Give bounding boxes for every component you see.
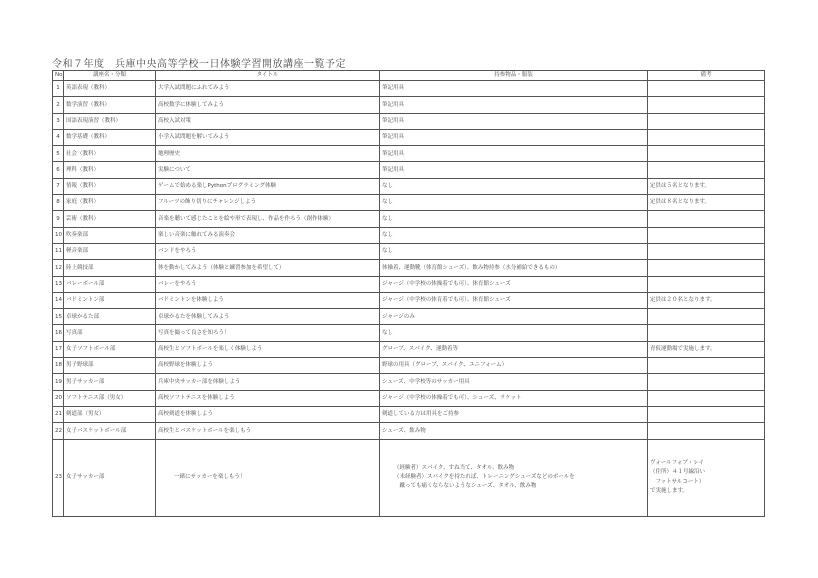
row-items: 筆記用具 xyxy=(380,162,648,178)
row-title: 高校剣道を体験しよう xyxy=(156,406,380,422)
row-course-name: 女子ソフトボール部 xyxy=(64,341,156,357)
row-note xyxy=(648,309,765,325)
row-title: 兵庫中央サッカー部を体験しよう xyxy=(156,374,380,390)
table-row xyxy=(53,162,765,178)
items-line: （経験者）スパイク、すね当て、タオル、飲み物 xyxy=(394,464,515,471)
table-row xyxy=(53,211,765,227)
row-no: 20 xyxy=(53,390,64,406)
table-row xyxy=(53,227,765,243)
row-no: 3 xyxy=(53,113,64,129)
row-note: 青仮運動場で実施します。 xyxy=(648,341,765,357)
row-course-name: 剣道部（男女） xyxy=(64,406,156,422)
note-line: で実施します。 xyxy=(650,487,689,494)
row-no: 10 xyxy=(53,227,64,243)
row-items: グローブ、スパイク、運動着等 xyxy=(380,341,648,357)
row-course-name: 女子バスケットボール部 xyxy=(64,423,156,439)
row-items: 筆記用具 xyxy=(380,81,648,97)
row-items: なし xyxy=(380,227,648,243)
row-note: 定員は２０名となります。 xyxy=(648,292,765,308)
table-row xyxy=(53,325,765,341)
course-table xyxy=(52,70,765,517)
row-title: 高校生とソフトボールを楽しく体験しよう xyxy=(156,341,380,357)
row-items: なし xyxy=(380,178,648,194)
row-no: 12 xyxy=(53,260,64,276)
row-title: バレーをやろう xyxy=(156,276,380,292)
row-no: 8 xyxy=(53,195,64,211)
row-no: 23 xyxy=(53,439,64,516)
table-row xyxy=(53,178,765,194)
note-line: ヴォールフォブ・レイ xyxy=(650,459,705,466)
row-no: 19 xyxy=(53,374,64,390)
row-course-name: 数学基礎（教科） xyxy=(64,129,156,145)
row-no: 7 xyxy=(53,178,64,194)
row-course-name: 男子サッカー部 xyxy=(64,374,156,390)
row-title: 卓球かるたを体験してみよう xyxy=(156,309,380,325)
row-course-name: 家庭（教科） xyxy=(64,195,156,211)
row-items: ジャージのみ xyxy=(380,309,648,325)
row-note: 定員は５名となります。 xyxy=(648,178,765,194)
row-note xyxy=(648,374,765,390)
row-no: 18 xyxy=(53,358,64,374)
table-row xyxy=(53,97,765,113)
row-note xyxy=(648,423,765,439)
row-items: 剣道している方は用具をご持参 xyxy=(380,406,648,422)
row-items: シューズ、飲み物 xyxy=(380,423,648,439)
row-course-name: 女子サッカー部 xyxy=(64,439,156,516)
row-no: 21 xyxy=(53,406,64,422)
row-no: 13 xyxy=(53,276,64,292)
row-note xyxy=(648,81,765,97)
table-row xyxy=(53,129,765,145)
row-note: 定員は８名となります。 xyxy=(648,195,765,211)
table-row xyxy=(53,406,765,422)
row-title: 高校数学に体験してみよう xyxy=(156,97,380,113)
row-title: フルーツの飾り切りにチャレンジしよう xyxy=(156,195,380,211)
header-notes: 備考 xyxy=(648,71,765,81)
row-course-name: 吹奏楽部 xyxy=(64,227,156,243)
table-row xyxy=(53,374,765,390)
row-items: なし xyxy=(380,195,648,211)
row-course-name: 芸術（教科） xyxy=(64,211,156,227)
row-items: ジャージ（中学校の体操着でも可）、体育館シューズ xyxy=(380,276,648,292)
table-row xyxy=(53,195,765,211)
row-no: 16 xyxy=(53,325,64,341)
row-note xyxy=(648,358,765,374)
table-row xyxy=(53,243,765,259)
row-course-name: 男子野球部 xyxy=(64,358,156,374)
row-no: 17 xyxy=(53,341,64,357)
table-row xyxy=(53,276,765,292)
row-title: 地理歴史 xyxy=(156,146,380,162)
row-note xyxy=(648,129,765,145)
row-title: 高校野球を体験しよう xyxy=(156,358,380,374)
row-course-name: 理科（教科） xyxy=(64,162,156,178)
row-items: 筆記用具 xyxy=(380,129,648,145)
row-course-name: 写真部 xyxy=(64,325,156,341)
row-title: 高校生とバスケットボールを楽しもう xyxy=(156,423,380,439)
row-items: なし xyxy=(380,325,648,341)
row-note xyxy=(648,260,765,276)
row-title: 実験について xyxy=(156,162,380,178)
row-no: 22 xyxy=(53,423,64,439)
row-course-name: 国語表現演習（教科） xyxy=(64,113,156,129)
row-note xyxy=(648,325,765,341)
row-no: 5 xyxy=(53,146,64,162)
row-items: 野球の用具（グローブ、スパイク、ユニフォーム） xyxy=(380,358,648,374)
table-row xyxy=(53,439,765,516)
row-course-name: 軽音楽部 xyxy=(64,243,156,259)
row-note xyxy=(648,439,765,516)
row-title: 写真を撮って良さを知ろう！ xyxy=(156,325,380,341)
row-note xyxy=(648,146,765,162)
row-note xyxy=(648,162,765,178)
row-no: 9 xyxy=(53,211,64,227)
table-row xyxy=(53,260,765,276)
row-title: 高校ソフトテニスを体験しよう xyxy=(156,390,380,406)
row-note xyxy=(648,211,765,227)
row-course-name: ソフトテニス部（男女） xyxy=(64,390,156,406)
row-note xyxy=(648,113,765,129)
row-title: 小学入試問題を解いてみよう xyxy=(156,129,380,145)
document-title: 令和７年度 兵庫中央高等学校一日体験学習開放講座一覧予定 xyxy=(52,59,346,70)
row-no: 1 xyxy=(53,81,64,97)
row-no: 2 xyxy=(53,97,64,113)
row-title: 楽しい音楽に触れてみる演奏会 xyxy=(156,227,380,243)
row-note xyxy=(648,390,765,406)
row-course-name: 英語表現（教科） xyxy=(64,81,156,97)
row-course-name: 社会（教科） xyxy=(64,146,156,162)
items-line: 蹴っても痛くならないようなシューズ、タオル、飲み物 xyxy=(394,483,537,490)
row-no: 6 xyxy=(53,162,64,178)
row-items: 筆記用具 xyxy=(380,97,648,113)
table-row xyxy=(53,146,765,162)
items-line: （未経験者）スパイクを持たれば、トレーニングシューズなどのボールを xyxy=(394,473,575,480)
row-title: ゲームで始める楽しPythonプログラミング体験 xyxy=(156,178,380,194)
row-no: 4 xyxy=(53,129,64,145)
header-no: No xyxy=(53,71,64,81)
table-row xyxy=(53,390,765,406)
row-title: 大学入試問題にふれてみよう xyxy=(156,81,380,97)
header-course-name: 講座名・分類 xyxy=(64,71,156,81)
row-title: バドミントンを体験しよう xyxy=(156,292,380,308)
row-title: 音楽を聴いて感じたことを絵や形で表現し、作品を作ろう（創作体験） xyxy=(156,211,380,227)
row-no: 15 xyxy=(53,309,64,325)
row-items: ジャージ（中学校の体操着でも可）、シューズ、ラケット xyxy=(380,390,648,406)
table-row xyxy=(53,81,765,97)
row-course-name: 情報（教科） xyxy=(64,178,156,194)
row-course-name: バレーボール部 xyxy=(64,276,156,292)
row-items: 筆記用具 xyxy=(380,113,648,129)
row-no: 11 xyxy=(53,243,64,259)
table-row xyxy=(53,309,765,325)
header-items: 持参物品・服装 xyxy=(380,71,648,81)
row-items: なし xyxy=(380,243,648,259)
row-course-name: 卓球かるた部 xyxy=(64,309,156,325)
table-row xyxy=(53,292,765,308)
row-items: なし xyxy=(380,211,648,227)
row-note xyxy=(648,97,765,113)
row-items xyxy=(380,439,648,516)
row-title: 体を動かしてみよう（体験と練習参加を希望して） xyxy=(156,260,380,276)
table-row xyxy=(53,113,765,129)
row-course-name: 陸上競技部 xyxy=(64,260,156,276)
row-note xyxy=(648,243,765,259)
row-items: 体操着、運動靴（体育館シューズ）、飲み物持参（水分補給できるもの） xyxy=(380,260,648,276)
row-items: シューズ、中学校等のサッカー用具 xyxy=(380,374,648,390)
table-row xyxy=(53,341,765,357)
table-row xyxy=(53,423,765,439)
note-line: （住所）４１号線沿い xyxy=(650,469,706,476)
table-header-row xyxy=(53,71,765,81)
row-course-name: 数学演習（教科） xyxy=(64,97,156,113)
row-items: 筆記用具 xyxy=(380,146,648,162)
row-note xyxy=(648,227,765,243)
row-no: 14 xyxy=(53,292,64,308)
row-note xyxy=(648,276,765,292)
header-title: タイトル xyxy=(156,71,380,81)
row-title: 一緒にサッカーを楽しもう！ xyxy=(156,439,380,516)
row-title: バンドをやろう xyxy=(156,243,380,259)
row-title: 高校入試対策 xyxy=(156,113,380,129)
row-items: ジャージ（中学校の体育着でも可）、体育館シューズ xyxy=(380,292,648,308)
row-note xyxy=(648,406,765,422)
table-row xyxy=(53,358,765,374)
row-course-name: バドミントン部 xyxy=(64,292,156,308)
note-line: フットサルコート） xyxy=(650,478,705,485)
